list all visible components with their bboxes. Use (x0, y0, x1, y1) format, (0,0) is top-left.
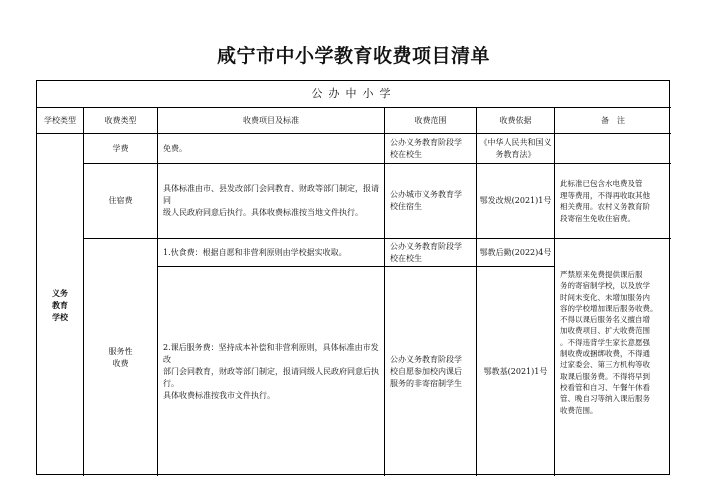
header-fee-type: 收费类型 (84, 108, 158, 134)
header-scope: 收费范围 (385, 108, 477, 134)
accommodation-basis: 鄂发改规(2021)1号 (477, 164, 555, 239)
meals-standard: 1.伙食费：根据自愿和非营利原则由学校据实收取。 (158, 239, 385, 267)
after-school-basis: 鄂教基(2021)1号 (477, 267, 555, 476)
fee-type-service: 服务性 收费 (84, 239, 158, 476)
after-school-remarks: 严禁原来免费提供课后服 务的寄宿制学校，以及放学 时间未变化、未增加服务内 容的学校增加课后服务收费。 不得以课后服务名义擅自增 加收费项目、扩大收费范围 。不得违背学生家长意愿强 制收费或捆绑收费，不得通 过家委会、第三方机构等收 取课后服务费。不得将早到 校看管和自习、午餐午休看 管、晚自习等纳入课后服务 收费范围。 (560, 270, 658, 415)
header-item-standard: 收费项目及标准 (158, 108, 385, 134)
accommodation-scope: 公办城市义务教育学 校住宿生 (385, 164, 477, 239)
tuition-basis: 《中华人民共和国义 务教育法》 (477, 134, 555, 164)
fee-type-tuition: 学费 (84, 134, 158, 164)
accommodation-remarks: 此标准已包含水电费及管 理等费用，不得再收取其他 相关费用。农村义务教育阶 段寄宿生免收住宿费。 (555, 164, 671, 239)
after-school-scope: 公办义务教育阶段学 校自愿参加校内课后 服务的非寄宿制学生 (385, 267, 477, 476)
after-school-standard: 2.课后服务费：坚持成本补偿和非营利原则，具体标准由市发改 部门会同教育，财政等部门制定，报请同级人民政府同意后执行。 具体收费标准按我市文件执行。 (158, 267, 385, 476)
header-basis: 收费依据 (477, 108, 555, 134)
accommodation-standard: 具体标准由市、县发改部门会同教育、财政等部门制定，报请同 级人民政府同意后执行。具体收费标准按当地文件执行。 (158, 164, 385, 239)
header-remarks: 备 注 (555, 108, 671, 134)
section-banner: 公办中小学 (37, 81, 671, 108)
fee-table (36, 80, 670, 475)
meals-basis: 鄂教后勤(2022)4号 (477, 239, 555, 267)
meals-scope: 公办义务教育阶段学 校在校生 (385, 239, 477, 267)
tuition-standard: 免费。 (158, 134, 385, 164)
school-type-compulsory: 义务 教育 学校 (37, 134, 84, 476)
document-title: 咸宁市中小学教育收费项目清单 (216, 45, 490, 67)
tuition-remarks (555, 134, 671, 164)
header-school-type: 学校类型 (37, 108, 84, 134)
fee-type-accommodation: 住宿费 (84, 164, 158, 239)
tuition-scope: 公办义务教育阶段学 校在校生 (385, 134, 477, 164)
